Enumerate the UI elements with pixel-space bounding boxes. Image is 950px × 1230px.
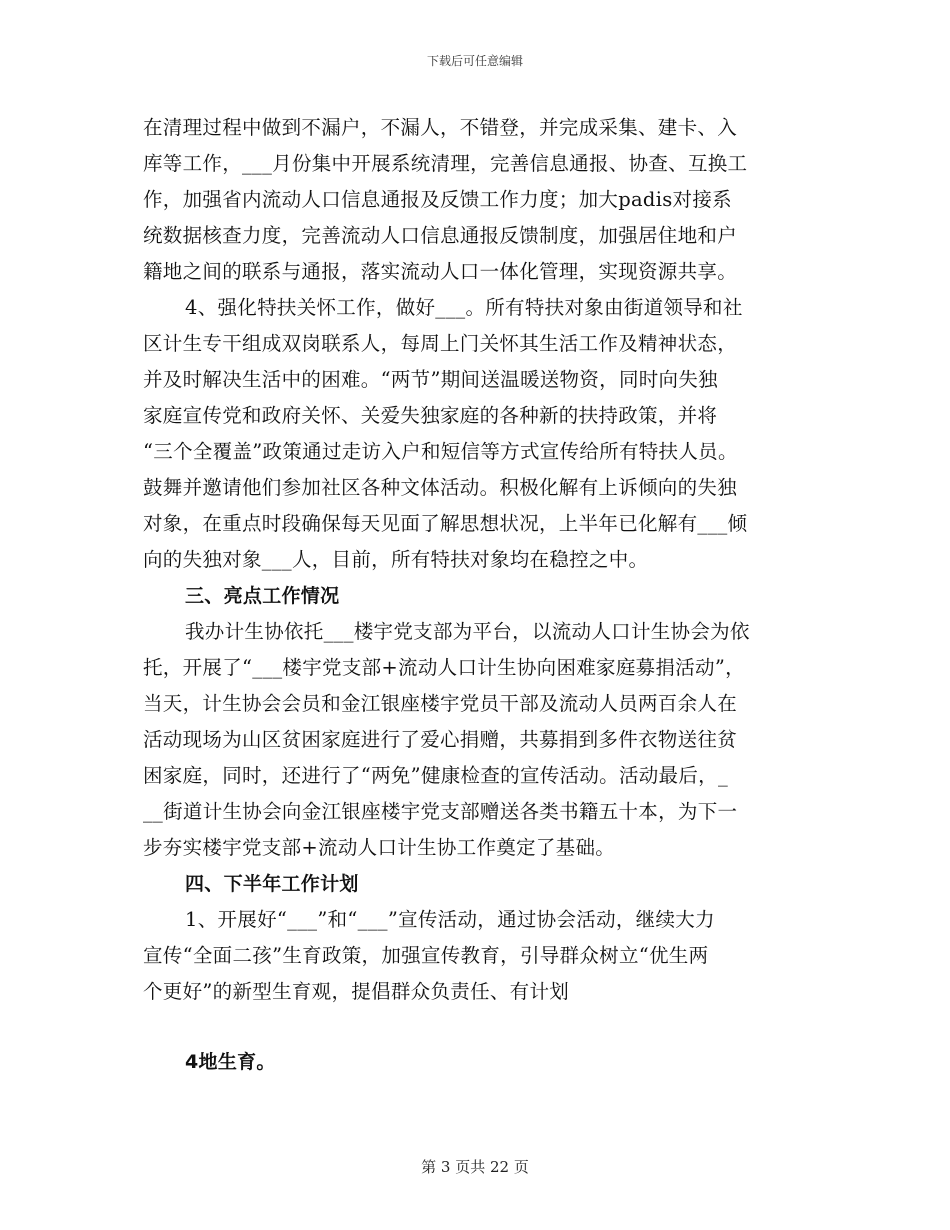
section-heading: 四、下半年工作计划: [185, 873, 359, 895]
paragraph-line: 鼓舞并邀请他们参加社区各种文体活动。积极化解有上诉倾向的失独: [143, 476, 738, 499]
document-body: [143, 110, 807, 1080]
paragraph-gap: [143, 1010, 807, 1044]
paragraph-line: “三个全覆盖”政策通过走访入户和短信等方式宣传给所有特扶人员。: [143, 440, 738, 463]
paragraph-line: 活动现场为山区贫困家庭进行了爱心捐赠，共募捐到多件衣物送往贫: [143, 728, 738, 751]
paragraph-line: 宣传“全面二孩”生育政策，加强宣传教育，引导群众树立“优生两: [143, 944, 709, 967]
page-number: 第 3 页共 22 页: [421, 1158, 529, 1176]
paragraph-line: 步夯实楼宇党支部+流动人口计生协工作奠定了基础。: [143, 836, 616, 859]
paragraph-line: 向的失独对象___人，目前，所有特扶对象均在稳控之中。: [143, 548, 649, 571]
paragraph-line: 托，开展了“___楼宇党支部+流动人口计生协向困难家庭募捐活动”，: [143, 656, 745, 679]
paragraph-line: 当天，计生协会会员和金江银座楼宇党员干部及流动人员两百余人在: [143, 692, 738, 715]
paragraph-line: __街道计生协会向金江银座楼宇党支部赠送各类书籍五十本，为下一: [143, 800, 738, 823]
paragraph-line: 4、强化特扶关怀工作，做好___。所有特扶对象由街道领导和社: [185, 296, 743, 319]
paragraph-line: 对象，在重点时段确保每天见面了解思想状况，上半年已化解有___倾: [143, 512, 748, 535]
paragraph-line: 并及时解决生活中的困难。“两节”期间送温暖送物资，同时向失独: [143, 368, 718, 391]
paragraph-line: 籍地之间的联系与通报，落实流动人口一体化管理，实现资源共享。: [143, 260, 738, 283]
paragraph-line: 在清理过程中做到不漏户，不漏人，不错登，并完成采集、建卡、入: [143, 116, 738, 139]
paragraph-line: 作，加强省内流动人口信息通报及反馈工作力度；加大padis对接系: [143, 188, 732, 211]
paragraph-line: 库等工作，___月份集中开展系统清理，完善信息通报、协查、互换工: [143, 152, 748, 175]
paragraph-line: 1、开展好“___”和“___”宣传活动，通过协会活动，继续大力: [185, 908, 715, 931]
paragraph-line: 个更好”的新型生育观，提倡群众负责任、有计划: [143, 980, 570, 1003]
paragraph-line: 区计生专干组成双岗联系人，每周上门关怀其生活工作及精神状态，: [143, 332, 738, 355]
paragraph-line: 家庭宣传党和政府关怀、关爱失独家庭的各种新的扶持政策，并将: [143, 404, 718, 427]
page-header: 下载后可任意编辑: [426, 54, 523, 68]
section-heading: 三、亮点工作情况: [185, 585, 340, 607]
paragraph-line: 困家庭，同时，还进行了“两免”健康检查的宣传活动。活动最后，_: [143, 764, 728, 787]
paragraph-line-bold: 4地生育。: [185, 1051, 276, 1073]
paragraph-line: 统数据核查力度，完善流动人口信息通报反馈制度，加强居住地和户: [143, 224, 738, 247]
paragraph-line: 我办计生协依托___楼宇党支部为平台，以流动人口计生协会为依: [185, 620, 750, 643]
